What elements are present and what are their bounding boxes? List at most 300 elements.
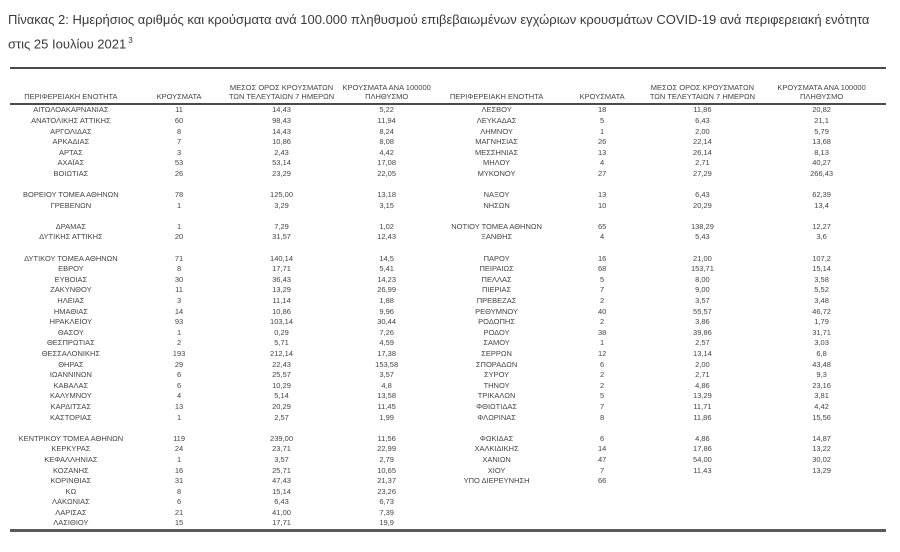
left-cell-per100k: 17,08 (377, 158, 397, 168)
left-cell-region (10, 243, 132, 254)
right-cell-region (437, 179, 557, 190)
right-cell-avg7days (648, 518, 758, 530)
table-row (10, 434, 886, 445)
left-cell-per100k: 6,73 (379, 497, 394, 507)
right-cell-cases (557, 497, 648, 508)
right-cell-cases: 4 (600, 232, 605, 242)
right-cell-per100k: 4,42 (814, 401, 829, 411)
left-cell-per100k (337, 211, 437, 222)
left-cell-per100k: 22,05 (377, 168, 397, 178)
left-cell-avg7days: 3,57 (274, 454, 289, 464)
left-cell-avg7days: 10,86 (272, 137, 291, 147)
table-row (10, 232, 886, 243)
right-cell-region (437, 487, 557, 498)
right-cell-avg7days: 3,86 (695, 317, 710, 327)
left-cell-region: ΗΜΑΘΙΑΣ (53, 306, 88, 316)
left-cell-region: ΔΥΤΙΚΟΥ ΤΟΜΕΑ ΑΘΗΝΩΝ (24, 253, 118, 263)
right-cell-avg7days: 39,86 (693, 327, 712, 337)
right-cell-region: ΠΕΙΡΑΙΩΣ (479, 264, 514, 274)
right-cell-per100k: 3,58 (814, 274, 829, 284)
right-cell-cases: 10 (597, 200, 607, 210)
left-cell-per100k: 26,99 (377, 285, 397, 295)
left-cell-per100k (337, 243, 437, 254)
left-cell-region: ΑΧΑΪΑΣ (57, 158, 85, 168)
left-cell-cases: 3 (176, 296, 182, 306)
left-cell-per100k: 14,23 (377, 274, 397, 284)
left-cell-region: ΕΥΒΟΙΑΣ (54, 274, 88, 284)
left-cell-per100k: 11,94 (377, 115, 396, 125)
left-cell-cases: 7 (176, 137, 182, 147)
right-cell-region (437, 497, 557, 508)
right-cell-per100k (757, 508, 886, 519)
left-cell-cases: 30 (174, 274, 184, 284)
right-cell-avg7days: 11,43 (693, 465, 712, 475)
left-cell-region: ΚΑΒΑΛΑΣ (53, 380, 89, 390)
left-cell-region: ΗΛΕΙΑΣ (57, 296, 85, 306)
left-cell-cases: 6 (176, 497, 182, 507)
right-cell-per100k: 14,87 (812, 433, 831, 443)
spacer-row (10, 423, 886, 434)
left-cell-cases: 8 (176, 126, 182, 136)
right-cell-per100k: 62,39 (812, 190, 831, 200)
left-cell-avg7days: 0,29 (274, 327, 289, 337)
table-row (10, 370, 886, 381)
left-cell-avg7days: 98,43 (272, 115, 291, 125)
right-cell-region: ΛΕΣΒΟΥ (481, 105, 512, 115)
right-cell-region: ΞΑΝΘΗΣ (480, 232, 513, 242)
right-cell-cases: 27 (597, 168, 607, 178)
right-cell-region: ΜΑΓΝΗΣΙΑΣ (475, 137, 518, 147)
table-row (10, 307, 886, 318)
right-cell-per100k (757, 423, 886, 434)
right-cell-region: ΤΗΝΟΥ (483, 380, 510, 390)
left-cell-region: ΘΕΣΠΡΩΤΙΑΣ (46, 338, 95, 348)
left-cell-per100k: 23,26 (377, 486, 397, 496)
left-cell-avg7days: 20,29 (272, 401, 291, 411)
left-cell-region (10, 179, 132, 190)
right-cell-cases: 1 (600, 126, 605, 136)
left-cell-cases (132, 211, 227, 222)
right-cell-region: ΡΟΔΟΠΗΣ (478, 317, 515, 327)
left-cell-cases: 78 (174, 190, 184, 200)
left-cell-per100k: 19,9 (379, 518, 394, 528)
right-cell-per100k (757, 211, 886, 222)
right-cell-per100k (757, 476, 886, 487)
right-cell-region: ΛΕΥΚΑΔΑΣ (476, 115, 517, 125)
right-cell-region: ΡΕΘΥΜΝΟΥ (475, 306, 518, 316)
right-cell-per100k (757, 487, 886, 498)
left-cell-cases: 29 (174, 359, 184, 369)
left-cell-per100k: 11,56 (377, 433, 396, 443)
left-cell-avg7days: 31,57 (272, 232, 291, 242)
right-cell-per100k (757, 497, 886, 508)
table-row (10, 201, 886, 212)
left-cell-per100k: 1,99 (379, 412, 394, 422)
right-cell-cases (557, 508, 648, 519)
table-row (10, 116, 886, 127)
right-cell-cases: 40 (597, 306, 607, 316)
right-cell-cases: 18 (597, 105, 607, 115)
right-cell-cases: 6 (600, 359, 605, 369)
table-row (10, 190, 886, 201)
right-cell-per100k (757, 243, 886, 254)
left-cell-avg7days (226, 179, 336, 190)
right-cell-per100k: 107,2 (812, 253, 831, 263)
right-cell-region: ΥΠΟ ΔΙΕΡΕΥΝΗΣΗ (463, 476, 530, 486)
right-cell-region: ΣΑΜΟΥ (483, 338, 510, 348)
right-cell-avg7days: 26,14 (693, 147, 712, 157)
table-row (10, 222, 886, 233)
table-caption-text: Πίνακας 2: Ημερήσιος αριθμός και κρούσματα ανά 100.000 πληθυσμού επιβεβαιωμένων εγχώριων κρουσμάτων COVID-19 ανά περιφερειακή ενότητα στις 25 Ιουλίου 2021 (8, 12, 870, 52)
right-cell-avg7days: 4,86 (695, 433, 710, 443)
left-cell-region: ΓΡΕΒΕΝΩΝ (50, 200, 92, 210)
right-cell-cases (557, 211, 648, 222)
left-cell-region: ΑΝΑΤΟΛΙΚΗΣ ΑΤΤΙΚΗΣ (31, 115, 111, 125)
right-cell-avg7days: 20,29 (693, 200, 712, 210)
left-cell-region: ΑΙΤΩΛΟΑΚΑΡΝΑΝΙΑΣ (33, 105, 109, 115)
right-cell-cases: 26 (597, 137, 607, 147)
right-cell-avg7days: 55,57 (693, 306, 712, 316)
right-cell-per100k: 3,6 (816, 232, 827, 242)
right-cell-cases: 1 (600, 338, 605, 348)
table-row (10, 444, 886, 455)
left-cell-per100k: 9,96 (379, 306, 394, 316)
left-cell-per100k: 153,58 (375, 359, 399, 369)
right-cell-region: ΠΑΡΟΥ (483, 253, 510, 263)
left-cell-cases: 11 (175, 285, 183, 295)
left-cell-region: ΘΗΡΑΣ (58, 359, 84, 369)
left-cell-avg7days: 13,29 (272, 285, 291, 295)
right-cell-cases: 2 (600, 370, 605, 380)
left-cell-cases: 93 (174, 317, 184, 327)
left-cell-region: ΛΑΡΙΣΑΣ (55, 507, 87, 517)
table-row (10, 296, 886, 307)
right-cell-avg7days: 54,00 (693, 454, 712, 464)
right-cell-avg7days: 5,43 (695, 232, 710, 242)
right-cell-per100k (757, 179, 886, 190)
left-cell-cases: 71 (174, 253, 184, 263)
left-cell-per100k: 7,26 (379, 327, 394, 337)
right-cell-region (437, 508, 557, 519)
table-row (10, 127, 886, 138)
left-cell-per100k: 10,65 (377, 465, 397, 475)
right-header-cases: ΚΡΟΥΣΜΑΤΑ (557, 68, 648, 104)
table-row (10, 402, 886, 413)
left-cell-per100k: 13,58 (377, 391, 397, 401)
left-cell-avg7days: 25,57 (272, 370, 291, 380)
right-cell-cases (557, 179, 648, 190)
right-cell-avg7days: 2,57 (695, 338, 710, 348)
left-cell-cases: 4 (176, 391, 182, 401)
right-cell-avg7days (648, 487, 758, 498)
left-cell-avg7days (226, 423, 336, 434)
right-cell-cases: 14 (597, 444, 607, 454)
right-cell-per100k: 1,79 (814, 317, 829, 327)
right-cell-cases: 8 (600, 412, 605, 422)
left-cell-per100k: 5,22 (379, 105, 394, 115)
right-cell-cases: 4 (600, 158, 605, 168)
left-cell-region: ΑΡΓΟΛΙΔΑΣ (50, 126, 92, 136)
left-cell-cases: 53 (174, 158, 184, 168)
left-cell-per100k: 3,57 (379, 370, 394, 380)
right-cell-region: ΧΑΝΙΩΝ (482, 454, 511, 464)
right-cell-cases: 6 (600, 433, 605, 443)
right-cell-per100k: 3,48 (814, 296, 829, 306)
right-cell-per100k: 15,14 (812, 264, 831, 274)
right-cell-avg7days: 17,86 (693, 444, 712, 454)
right-cell-per100k: 13,29 (812, 465, 831, 475)
left-cell-per100k: 12,43 (377, 232, 397, 242)
left-cell-cases: 119 (173, 433, 186, 443)
left-cell-cases: 15 (174, 518, 184, 528)
right-cell-region (437, 423, 557, 434)
table-row (10, 275, 886, 286)
right-cell-avg7days: 13,29 (693, 391, 712, 401)
left-cell-cases: 2 (176, 338, 182, 348)
left-cell-per100k: 4,42 (379, 147, 394, 157)
right-cell-cases: 13 (597, 147, 607, 157)
table-row (10, 137, 886, 148)
right-cell-per100k: 5,52 (814, 285, 829, 295)
right-cell-cases: 13 (597, 190, 607, 200)
left-header-region: ΠΕΡΙΦΕΡΕΙΑΚΗ ΕΝΟΤΗΤΑ (10, 68, 132, 104)
right-cell-avg7days: 11,86 (693, 412, 712, 422)
left-cell-region: ΛΑΚΩΝΙΑΣ (51, 497, 90, 507)
left-cell-avg7days: 2,43 (274, 147, 289, 157)
left-cell-cases: 6 (176, 370, 182, 380)
left-cell-per100k: 4,8 (381, 380, 392, 390)
right-cell-avg7days: 4,86 (695, 380, 710, 390)
left-cell-cases: 6 (176, 380, 182, 390)
left-header-per100k: ΚΡΟΥΣΜΑΤΑ ΑΝΑ 100000 ΠΛΗΘΥΣΜΟ (337, 68, 437, 104)
left-cell-per100k: 7,39 (379, 507, 394, 517)
right-cell-region: ΜΗΛΟΥ (483, 158, 511, 168)
table-row (10, 497, 886, 508)
left-cell-region: ΛΑΣΙΘΙΟΥ (53, 518, 89, 528)
table-row (10, 360, 886, 371)
left-cell-region: ΔΡΑΜΑΣ (55, 221, 87, 231)
right-header-per100k: ΚΡΟΥΣΜΑΤΑ ΑΝΑ 100000 ΠΛΗΘΥΣΜΟ (757, 68, 886, 104)
left-cell-region: ΑΡΤΑΣ (59, 147, 83, 157)
right-cell-avg7days (648, 211, 758, 222)
right-cell-per100k: 266,43 (810, 168, 834, 178)
left-cell-per100k: 4,59 (379, 338, 394, 348)
left-cell-per100k: 30,44 (377, 317, 397, 327)
right-cell-avg7days: 11,86 (693, 105, 712, 115)
left-cell-region: ΙΩΑΝΝΙΝΩΝ (49, 370, 92, 380)
table-row (10, 391, 886, 402)
left-cell-cases: 3 (176, 147, 182, 157)
right-cell-cases: 2 (600, 317, 605, 327)
right-cell-cases: 16 (597, 253, 607, 263)
left-header-cases: ΚΡΟΥΣΜΑΤΑ (132, 68, 227, 104)
left-cell-avg7days: 6,43 (274, 497, 289, 507)
right-cell-avg7days: 138,29 (690, 221, 714, 231)
left-cell-per100k: 8,24 (379, 126, 394, 136)
left-cell-avg7days: 239,00 (270, 433, 293, 443)
left-cell-avg7days: 25,71 (272, 465, 291, 475)
left-cell-avg7days: 5,14 (274, 391, 289, 401)
right-cell-region: ΜΕΣΣΗΝΙΑΣ (475, 147, 519, 157)
right-cell-avg7days: 21,00 (693, 253, 712, 263)
left-cell-region: ΒΟΙΩΤΙΑΣ (53, 168, 89, 178)
right-cell-avg7days: 2,00 (695, 359, 710, 369)
left-cell-region: ΘΕΣΣΑΛΟΝΙΚΗΣ (41, 348, 101, 358)
right-header-region: ΠΕΡΙΦΕΡΕΙΑΚΗ ΕΝΟΤΗΤΑ (437, 68, 557, 104)
table-body (10, 104, 886, 530)
left-cell-region: ΚΟΡΙΝΘΙΑΣ (50, 476, 92, 486)
right-cell-cases (557, 243, 648, 254)
left-cell-avg7days: 23,29 (272, 168, 291, 178)
right-cell-per100k: 31,71 (812, 327, 831, 337)
left-cell-cases: 8 (176, 486, 182, 496)
left-cell-region: ΚΩ (65, 486, 77, 496)
left-cell-region: ΗΡΑΚΛΕΙΟΥ (49, 317, 93, 327)
left-cell-region: ΕΒΡΟΥ (58, 264, 84, 274)
left-cell-avg7days: 7,29 (274, 221, 289, 231)
right-cell-per100k: 15,56 (812, 412, 831, 422)
left-cell-cases: 8 (176, 264, 182, 274)
table-row (10, 104, 886, 116)
right-cell-avg7days: 6,43 (695, 115, 710, 125)
left-cell-region: ΔΥΤΙΚΗΣ ΑΤΤΙΚΗΣ (39, 232, 103, 242)
left-cell-avg7days: 41,00 (272, 507, 291, 517)
right-cell-region: ΧΙΟΥ (487, 465, 506, 475)
right-cell-per100k: 9,3 (816, 370, 827, 380)
table-row (10, 317, 886, 328)
left-cell-avg7days: 140,14 (270, 253, 293, 263)
table-row (10, 476, 886, 487)
table-row (10, 158, 886, 169)
left-cell-avg7days: 47,43 (272, 476, 291, 486)
right-cell-region: ΝΑΞΟΥ (483, 190, 510, 200)
right-cell-avg7days: 6,43 (695, 190, 710, 200)
right-cell-avg7days (648, 476, 758, 487)
left-cell-per100k: 17,38 (377, 348, 397, 358)
right-cell-avg7days: 2,71 (695, 370, 710, 380)
right-cell-region (437, 518, 557, 530)
left-cell-avg7days: 15,14 (272, 486, 291, 496)
left-cell-cases (132, 179, 227, 190)
left-cell-avg7days: 212,14 (270, 348, 293, 358)
left-cell-per100k: 8,08 (379, 137, 394, 147)
left-cell-per100k: 22,99 (377, 444, 397, 454)
right-cell-per100k: 13,4 (814, 200, 829, 210)
right-cell-cases: 7 (600, 465, 605, 475)
left-cell-region: ΚΕΡΚΥΡΑΣ (51, 444, 91, 454)
right-cell-avg7days: 11,71 (693, 401, 712, 411)
right-cell-per100k: 21,1 (814, 115, 829, 125)
left-cell-avg7days: 103,14 (270, 317, 293, 327)
table-row (10, 169, 886, 180)
right-cell-avg7days (648, 508, 758, 519)
right-cell-per100k: 30,02 (812, 454, 831, 464)
right-cell-cases: 65 (597, 221, 607, 231)
left-cell-cases: 20 (174, 232, 184, 242)
right-cell-cases: 38 (597, 327, 607, 337)
left-cell-avg7days: 36,43 (272, 274, 291, 284)
left-cell-avg7days: 10,29 (272, 380, 291, 390)
left-cell-region: ΘΑΣΟΥ (57, 327, 84, 337)
left-cell-per100k: 21,37 (377, 476, 397, 486)
left-cell-avg7days: 17,71 (272, 264, 291, 274)
right-cell-avg7days: 8,00 (695, 274, 710, 284)
left-cell-per100k: 11,45 (377, 401, 396, 411)
left-cell-cases (132, 243, 227, 254)
left-cell-region: ΚΕΝΤΡΙΚΟΥ ΤΟΜΕΑ ΑΘΗΝΩΝ (18, 433, 124, 443)
left-cell-avg7days: 5,71 (274, 338, 289, 348)
table-row (10, 148, 886, 159)
left-cell-avg7days: 3,29 (274, 200, 289, 210)
right-cell-per100k: 40,27 (812, 158, 831, 168)
right-cell-region: ΣΥΡΟΥ (483, 370, 510, 380)
left-cell-avg7days (226, 211, 336, 222)
right-cell-cases: 5 (600, 115, 605, 125)
left-cell-cases: 1 (176, 454, 182, 464)
table-row (10, 466, 886, 477)
left-cell-per100k (337, 423, 437, 434)
right-cell-avg7days (648, 179, 758, 190)
right-cell-region: ΧΑΛΚΙΔΙΚΗΣ (474, 444, 519, 454)
right-cell-region: ΛΗΜΝΟΥ (480, 126, 513, 136)
right-header-avg7days: ΜΕΣΟΣ ΟΡΟΣ ΚΡΟΥΣΜΑΤΩΝ ΤΩΝ ΤΕΛΕΥΤΑΙΩΝ 7 ΗΜΕΡΩΝ (648, 68, 758, 104)
left-cell-avg7days: 125,00 (270, 190, 293, 200)
left-cell-avg7days: 10,86 (272, 306, 291, 316)
right-cell-region: ΝΗΣΩΝ (483, 200, 510, 210)
right-cell-region: ΤΡΙΚΑΛΩΝ (477, 391, 516, 401)
right-cell-cases: 68 (597, 264, 607, 274)
right-cell-region: ΦΩΚΙΔΑΣ (479, 433, 514, 443)
left-cell-region (10, 423, 132, 434)
table-row (10, 285, 886, 296)
left-cell-region: ΚΑΛΥΜΝΟΥ (50, 391, 92, 401)
left-cell-cases: 26 (174, 168, 184, 178)
right-cell-per100k (757, 518, 886, 530)
left-cell-cases: 60 (174, 115, 184, 125)
right-cell-per100k: 13,22 (812, 444, 831, 454)
footnote-marker: 3 (128, 36, 133, 45)
left-cell-cases: 1 (176, 327, 182, 337)
left-cell-region: ΑΡΚΑΔΙΑΣ (52, 137, 90, 147)
left-cell-cases: 1 (176, 221, 182, 231)
left-cell-per100k: 3,15 (379, 200, 394, 210)
left-cell-cases: 16 (174, 465, 184, 475)
table-row (10, 338, 886, 349)
left-cell-region (10, 211, 132, 222)
left-cell-cases: 31 (174, 476, 184, 486)
right-cell-per100k: 46,72 (812, 306, 831, 316)
right-cell-cases (557, 423, 648, 434)
left-cell-per100k: 14,5 (379, 253, 394, 263)
left-cell-per100k: 2,79 (379, 454, 394, 464)
left-cell-avg7days: 11,14 (272, 296, 291, 306)
right-cell-region: ΜΥΚΟΝΟΥ (477, 168, 516, 178)
right-cell-region: ΠΙΕΡΙΑΣ (481, 285, 512, 295)
right-cell-per100k: 20,82 (812, 105, 831, 115)
left-cell-cases (132, 423, 227, 434)
left-cell-per100k (337, 179, 437, 190)
right-cell-per100k: 23,16 (812, 380, 831, 390)
right-cell-region: ΠΡΕΒΕΖΑΣ (476, 296, 517, 306)
left-cell-region: ΚΑΡΔΙΤΣΑΣ (50, 401, 92, 411)
right-cell-cases (557, 518, 648, 530)
right-cell-per100k: 13,68 (812, 137, 831, 147)
right-cell-per100k: 43,48 (812, 359, 831, 369)
spacer-row (10, 179, 886, 190)
table-caption (8, 9, 888, 54)
right-cell-cases: 5 (600, 274, 605, 284)
left-cell-avg7days: 14,43 (272, 126, 291, 136)
